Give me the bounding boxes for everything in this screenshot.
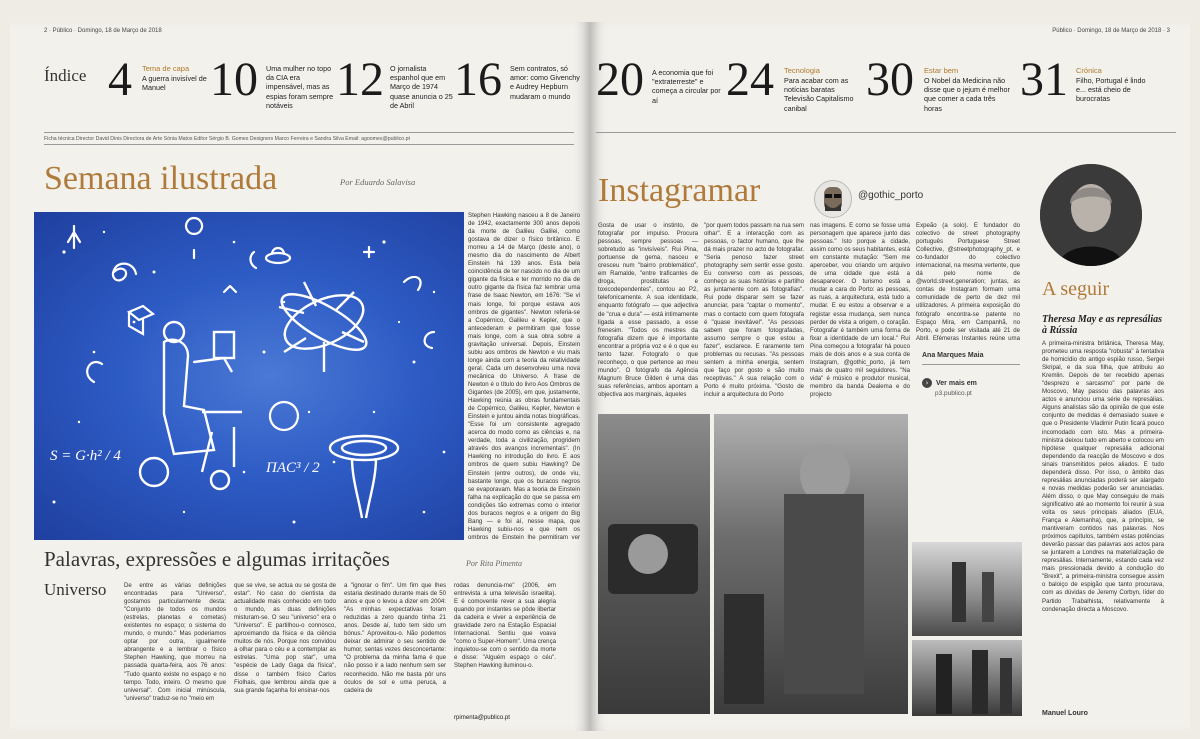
ver-mais-link[interactable] — [922, 372, 1020, 397]
index-number: 20 — [596, 53, 644, 106]
email-link[interactable]: rpimenta@publico.pt — [454, 714, 510, 721]
instagramar-col: Expeão (a solo). É fundador do colectivo de street photography português Portuguese Street Collective, @streetphotography_pt, e co-fundador do colectivo internacional, na mesma vertente, que dá pelo nome de @world.street.generation; juntas, as contas de Instagram formam uma comunidade de perto de dez mil utilizadores. A primeira exposição do fotógrafo encontra-se patente no Espaço Mira, em Campanhã, no Porto, e pode ser visitada até 21 de Abril. Efémeras Instantes reúne uma — [916, 222, 1020, 342]
portrait-drawing — [1040, 164, 1142, 266]
index-text: A economia que foi "extraterreste" e começa a circular por aí — [652, 68, 721, 105]
index-section: Tema de capa — [142, 64, 190, 73]
index-item — [596, 52, 726, 124]
divider — [44, 132, 574, 133]
photo-detail — [784, 494, 864, 694]
divider — [44, 144, 574, 145]
theresa-may-portrait — [1040, 164, 1142, 266]
photo-detail — [724, 594, 764, 704]
index-section: Estar bem — [924, 66, 959, 75]
instagramar-col: nas imagens. É como se fosse uma personagem que aparece junto das pessoas." Isto porque a cidade, assim como os seus habitantes, está em constante mutação: "Sem me aperceber, vou criando um arquivo de uma cidade que está a desaparecer. O turismo está a mudar a cara do Porto: as pessoas, as ruas, a arquitectura, está tudo a mudar. E eu estou a observar e a registar essa mudança, sem nunca perder de vista a origem, o coração. Fotografar é também uma forma de fixar a identidade de um local." Rui Pina começou a fotografar há pouco mais de dois anos e a sua conta de Instagram, @gothic_porto, já tem mais de quatro mil seguidores. "Na vida" é músico e produtor musical, membro da banda Dealema e do projecto — [810, 222, 910, 398]
index-item — [108, 52, 208, 124]
instagram-handle[interactable]: @gothic_porto — [858, 190, 924, 201]
semana-byline: Por Eduardo Salavisa — [340, 177, 416, 187]
palavras-col: que se vive, se actua ou se gosta de estar". No caso do cientista da actualidade mais conhecido em todo o mundo, as duas definições misturam-se. O seu "universo" era o "Universo". E partilhou-o connosco, aproximando da física e da ciência muitos de nós. Porque nos convidou a olhar para o céu e a contemplar as estrelas. "Uma pop star", uma "espécie de Lady Gaga da física", disse o também físico Carlos Fiolhais, que lembrou ainda que a sua grande façanha foi ensinar-nos — [234, 582, 336, 694]
semana-title: Semana ilustrada — [44, 160, 278, 197]
folio-right: Público · Domingo, 18 de Março de 2018 · 3 — [1052, 28, 1170, 34]
index-number: 10 — [210, 53, 258, 106]
index-item — [454, 52, 580, 124]
index-section: Crónica — [1076, 66, 1102, 75]
link-url: p3.publico.pt — [935, 390, 972, 397]
street-photo — [714, 414, 908, 714]
index-item — [726, 52, 866, 124]
index-number: 12 — [336, 53, 384, 106]
index-number: 30 — [866, 53, 914, 106]
a-seguir-subtitle: Theresa May e as represálias à Rússia — [1042, 314, 1162, 336]
index-item — [866, 52, 1016, 124]
right-page — [590, 22, 1190, 731]
a-seguir-body: A primeira-ministra britânica, Theresa May, prometeu uma resposta "robusta" à tentativa de homicídio do antigo espião russo, Sergei Skripal, e da sua filha, que atribuiu ao Kremlin. Depois de ter recebido apenas "desprezo e sarcasmo" por parte de Moscovo, May passou das palavras aos actos e anunciou uma série de represálias. Alguns analistas são da opinião de que este conjunto de medidas é demasiado suave e que o Presidente Vladimir Putin ficará pouco incomodado com isto. Mas a primeira-ministra deixou tudo em aberto e colocou em hipótese qualquer represália adicional dependendo da reacção de Moscovo e dos sinais transmitidos pelos aliados. E tudo dependerá disso. Por isso, o âmbito das represálias anunciadas poderá ser alargado e novas medidas poderão ser anunciadas. Além disso, o que May conseguiu de mais significativo até ao momento foi reunir à sua volta os seus principais aliados (EUA, França e Alemanha), que, a princípio, se mantiveram contidos nas palavras. Nos próximos capítulos, também estas potências deverão passar das palavras aos actos para se juntarem a Londres na materialização de represálias. Internamente, estando cada vez mais pressionada devido à condução do "Brexit", a primeira-ministra consegue assim o baloiço de espigão que tanto procurava, com as dúvidas de Jeremy Corbyn, líder do Partido Trabalhista, relativamente à condenação directa a Moscovo. — [1042, 340, 1164, 613]
photo-detail — [936, 654, 952, 714]
street-photo — [598, 414, 710, 714]
instagramar-title: Instagramar — [598, 172, 761, 209]
avatar — [814, 180, 852, 218]
link-label: Ver mais em — [936, 380, 977, 387]
left-page — [10, 22, 590, 731]
index-item — [1020, 52, 1170, 124]
index-number: 4 — [108, 53, 132, 106]
formula-text: S = G·h² / 4 — [50, 448, 121, 464]
arrow-right-icon: › — [922, 378, 932, 388]
index-text: Para acabar com as notícias baratas Televisão Capitalismo canibal — [784, 76, 854, 113]
index-title: Índice — [44, 66, 87, 85]
index-number: 16 — [454, 53, 502, 106]
semana-body: Stephen Hawking nasceu a 8 de Janeiro de 1942, exactamente 300 anos depois da morte de Galileu Galilei, como gostava de dizer o físico britânico. E morreu a 14 de Março (deste ano), o mesmo dia do nascimento de Albert Einstein há 139 anos. Esta bela coincidência de ter nascido no dia de um gigante da física e ter morrido no dia de outro gigante da física faz lembrar uma frase de Isaac Newton, em 1676: "Se vi mais longe, foi porque estava aos ombros de gigantes". Newton referia-se a Copérnico, Galileu e Kepler, que o antecederam e permitiram que fosse mais longe, com a sua obra sobre a gravitação universal. Depois, Einstein subiu aos ombros de Newton e viu mais longe ainda com a teoria da relatividade geral. Cada um desenvolveu uma nova mecânica do Universo. A frase de Newton é o título do livro Aos Ombros de Gigantes (de 2005), em que, justamente, Hawking reúnia as obras fundamentais de Copérnico, Galileu, Kepler, Newton e Einstein e juntou ainda notas biográficas. "Esse foi um consistente agregado acerca do modo como as ciências e, na verdade, toda a civilização, progridem através dos avanços incrementais". (In Hawking no introdução do livro. E aos ombros de quem subiu Hawking? De Einstein (entre outros), de onde viu, bastante longe, que os buracos negros se evaporavam. Mas a teoria de Einstein falha na explicação do que se passa em condições tão extremas como o interior dos buracos negros e a origem do Big Bang — e foi aí, nesse mapa, que Hawking subiu-nos e que nem os ombros de Einstein lhe permitiram ver — [468, 212, 580, 541]
palavras-col: De entre as várias definições encontradas para "Universo", gostamos particularmente desta: "Conjunto de todos os mundos (estrelas, planetas e cometas) existentes no espaço; o sistema do mundo, o mundo." Mas poderiamos optar por outra, igualmente abrangente e a lembrar o físico Stephen Hawking, que morreu na passada quarta-feira, aos 76 anos: "Tudo quanto existe no espaço e no tempo. Todo, inteiro. O mesmo que universal". Com inicial minúscula, "universo" traduz-se no "meio em — [124, 582, 226, 702]
street-photo — [912, 542, 1022, 636]
index-number: 31 — [1020, 53, 1068, 106]
folio-left: 2 · Público · Domingo, 18 de Março de 2018 — [44, 28, 162, 34]
index-text: Uma mulher no topo da CIA era impensável, mas as espias foram sempre notáveis — [266, 64, 334, 110]
index-section: Tecnologia — [784, 66, 820, 75]
a-seguir-title: A seguir — [1042, 278, 1110, 300]
photo-detail — [1000, 658, 1012, 714]
index-text: O jornalista espanhol que em Março de 1974 quase anuncia o 25 de Abril — [390, 64, 453, 110]
divider — [596, 132, 1176, 133]
article-author: Ana Marques Maia — [922, 352, 984, 359]
ficha-tecnica: Ficha técnica Director David Dinis Directora de Arte Sónia Matos Editor Sérgio B. Gomes Designers Marco Ferreira e Sandra Silva Email: agoomes@publico.pt — [44, 136, 410, 142]
photo-detail — [972, 650, 988, 714]
street-photo — [912, 640, 1022, 716]
index-number: 24 — [726, 53, 774, 106]
avatar-drawing — [815, 181, 851, 217]
article-author: Manuel Louro — [1042, 710, 1088, 717]
divider — [922, 364, 1020, 365]
palavras-title: Palavras, expressões e algumas irritações — [44, 547, 390, 571]
photo-detail — [628, 534, 668, 574]
hawking-illustration — [34, 212, 464, 540]
instagramar-col: "por quem todos passam na rua sem olhar". E a interacção com as pessoas, o factor humano, que lhe dá mais prazer no acto de fotografar. "Seria penoso fazer street photography sem sentir esse gosto. Eu converso com as pessoas, conheço as suas histórias e partilho as juntamente com as fotografias". Rui pode disparar sem se fazer anunciar, para "captar o momento", mas o contacto com quem fotografa é "quase inevitável". "As pessoas sabem que foram fotografadas, assumo sempre o que estou a fazer", esclarece. E raramente tem problemas ou recusas. "As pessoas sentem a minha energia, sentem que faço por gosto e são muito receptivas." A sua relação com o Porto é muito próxima. "Gosto de incluir a arquitectura do Porto — [704, 222, 804, 398]
index-text: Filho, Portugal é lindo e... está cheio de burocratas — [1076, 76, 1146, 104]
palavras-col: a "ignorar o fim". Um fim que lhes estaria destinado durante mais de 50 anos e que o levou a dizer em 2004: "As minhas expectativas foram reduzidas a zero quando tinha 21 anos. Desde aí, tudo tem sido um bónus." Aproveitou-o. Não podemos deixar de admirar o seu sentido de humor, sentas vezes desconcertante: "O problema da minha fama é que não posso ir a lado nenhum sem ser reconhecido. Não me basta pôr uns óculos de sol e uma peruca, a cadeira de — [344, 582, 446, 694]
photo-detail — [982, 572, 994, 622]
index-text: A guerra invisível de Manuel — [142, 74, 207, 93]
index-text: O Nobel da Medicina não disse que o jejum é melhor que comer a cada três horas — [924, 76, 1010, 113]
palavras-word: Universo — [44, 580, 107, 599]
instagramar-col: Gosta de usar o instinto, de fotografar por impulso. Procura pessoas, sempre pessoas — sobretudo as "invisíveis". Rui Pina, portuense de gema, nasceu e cresceu num "bairro problemático", em Ramalde, "entre traficantes de droga, prostitutas e toxicodependentes", contou ao P2, telefonicamente. A sua identidade, enquanto fotógrafo — que adjectiva de "crua e dura" — está intimamente ligada a esse passado, a esse frenesim. "Todos os mestres da fotografia dizem que é importante encontrar a própria voz e é o que eu tento fazer. Fotografo o que reconheço, o que pertence ao meu mundo". O fotógrafo da Agência Magnum Bruce Gilden é uma das suas referências, ambos apontam a objectiva aos marginais, àqueles — [598, 222, 698, 398]
palavras-col: rodas denuncia-me" (2006, em entrevista a uma televisão israelita). E é comovente rever a sua alegria quando por instantes se pôde libertar da cadeira e viver a experiência de gravidade zero na Estação Espacial Internacional. Sentiu que voava "como o Super-Homem". Uma crença inquietou-se com o sentido da morte e disse: "Alguém espaço o céu". Stephen Hawking iluminou-o. — [454, 582, 556, 670]
index-item — [336, 52, 453, 124]
illustration-drawing — [34, 212, 464, 540]
palavras-byline: Por Rita Pimenta — [466, 559, 522, 568]
photo-detail — [952, 562, 966, 622]
index-text: Sem contratos, só amor: como Givenchy e Audrey Hepburn mudaram o mundo — [510, 64, 580, 101]
index-item — [210, 52, 334, 124]
formula-text: ΠAC³ / 2 — [266, 460, 320, 476]
